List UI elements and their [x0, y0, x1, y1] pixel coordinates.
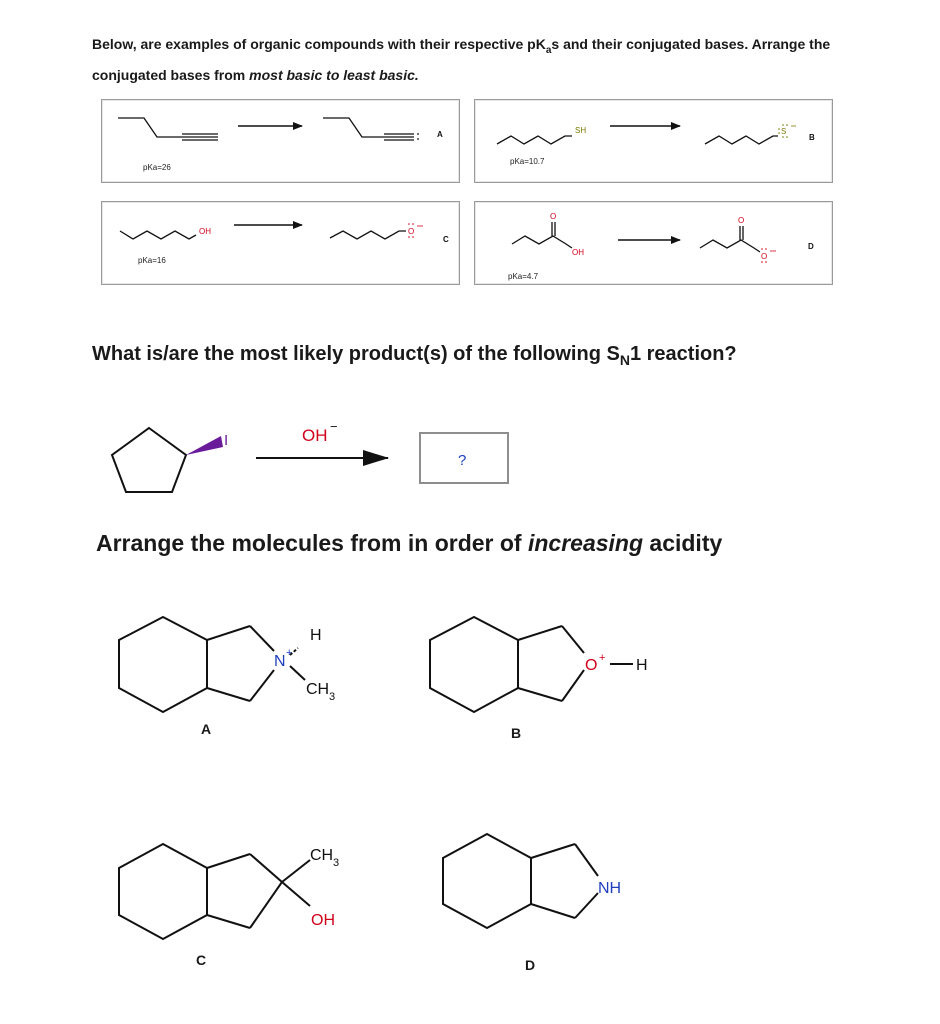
molecule-a-charge: +: [286, 647, 293, 659]
q1-line1-b: s and their conjugated bases. Arrange the: [551, 36, 831, 52]
q1-subscript: a: [545, 44, 552, 56]
panel-d-o-anion: O: [761, 252, 768, 261]
panel-c-reactant: [120, 227, 211, 239]
panel-a-product: [323, 118, 414, 140]
panel-a-letter: A: [437, 130, 443, 139]
panel-c-product: [330, 223, 423, 239]
q1-line2-a: conjugated bases from: [92, 66, 250, 83]
panel-d-product: [700, 216, 776, 263]
iodine-label: I: [224, 432, 229, 449]
panel-c-o-anion: O: [408, 227, 415, 236]
question-2-text: What is/are the most likely product(s) of the following $S_N1$ reaction?: [92, 343, 737, 368]
molecule-c-ch-sub: 3: [333, 857, 340, 869]
molecule-d: [443, 834, 598, 928]
panel-b-product: [705, 124, 796, 144]
molecule-a-ch: CH: [306, 681, 330, 698]
molecule-a-label: A: [201, 721, 212, 737]
molecule-d-label: D: [525, 957, 536, 973]
panel-d-oh: OH: [572, 248, 584, 257]
molecule-a-nitrogen: N: [274, 653, 286, 670]
reagent-charge: −: [330, 419, 338, 434]
molecule-b-charge: +: [599, 652, 606, 664]
molecule-a-h: H: [310, 627, 322, 644]
panel-b-s-anion: S: [781, 127, 787, 136]
product-placeholder: ?: [458, 452, 467, 469]
molecule-d-nh: NH: [598, 880, 622, 897]
q1-emphasis: most basic to least basic.: [249, 66, 419, 83]
panel-c-oh: OH: [199, 227, 211, 236]
reagent-oh: OH: [302, 426, 328, 445]
molecule-b-oxygen: O: [585, 657, 598, 674]
panel-c-pka: pKa=16: [138, 256, 166, 265]
q1-line1-a: Below, are examples of organic compounds with their respective pK: [92, 36, 546, 52]
cyclopentane-ring: [112, 428, 186, 492]
molecule-c-label: C: [196, 952, 207, 968]
panel-d-carbonyl-o2: O: [738, 216, 745, 225]
panel-d-letter: D: [808, 242, 814, 251]
panel-d-pka: pKa=4.7: [508, 272, 539, 281]
panel-a-lone-pair-icon: [417, 133, 419, 140]
panel-a-reactant: [118, 118, 218, 140]
panel-c-letter: C: [443, 235, 449, 244]
molecule-b: [430, 617, 633, 712]
panel-b-reactant: [497, 126, 586, 144]
molecule-b-h: H: [636, 657, 648, 674]
molecule-c-oh: OH: [311, 912, 335, 929]
molecule-c: [119, 844, 310, 939]
molecule-c-ch: CH: [310, 847, 334, 864]
molecule-b-label: B: [511, 725, 522, 741]
panel-b-letter: B: [809, 133, 815, 142]
molecule-a-ch-sub: 3: [329, 691, 336, 703]
panel-a-pka: pKa=26: [143, 163, 171, 172]
panel-d-reactant: [512, 212, 584, 257]
panel-b-pka: pKa=10.7: [510, 157, 545, 166]
question-3-text: Arrange the molecules from in order of increasing acidity: [96, 530, 723, 556]
sn1-reactant: [112, 428, 228, 492]
panel-b-sh: SH: [575, 126, 587, 135]
wedge-bond-icon: [186, 436, 223, 455]
panel-d-carbonyl-o: O: [550, 212, 557, 221]
